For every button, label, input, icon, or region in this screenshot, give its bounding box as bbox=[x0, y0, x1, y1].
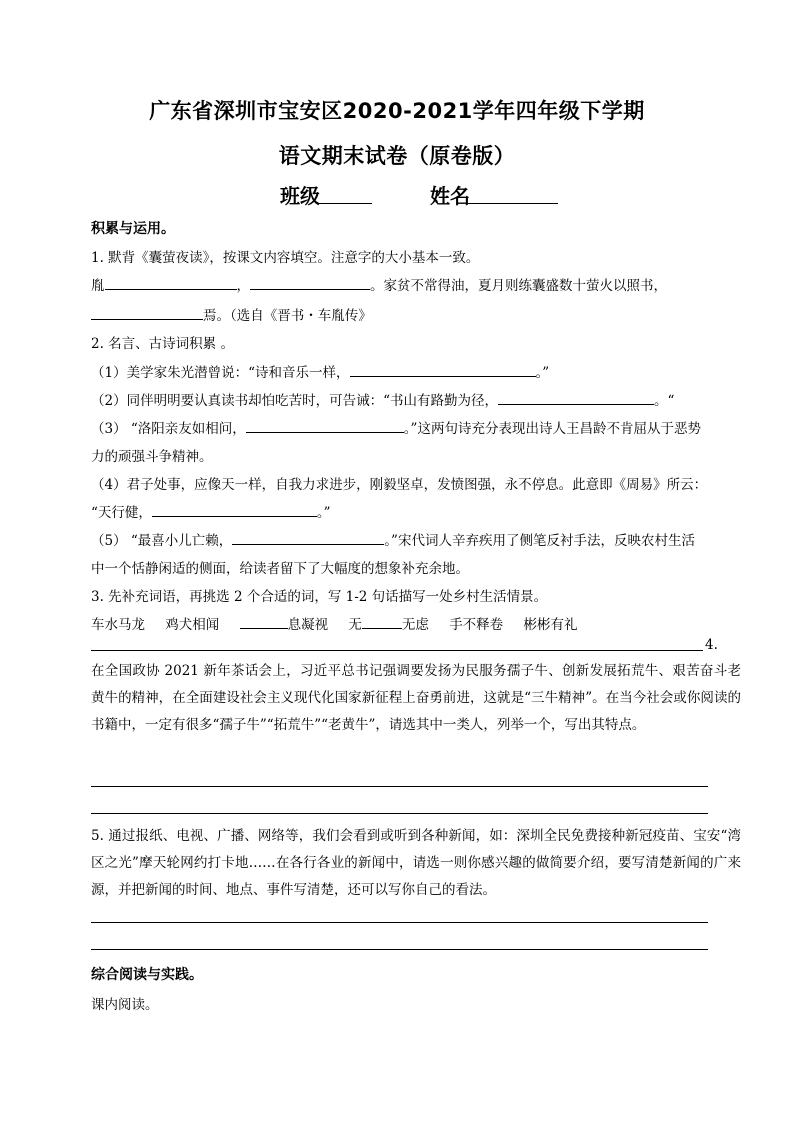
q1-blank-3[interactable] bbox=[91, 305, 203, 320]
q2-item5 bbox=[91, 529, 695, 549]
q4-answer-line-1[interactable] bbox=[91, 786, 708, 787]
q3-word-2: 鸡犬相闻 bbox=[165, 617, 220, 633]
q2-item5-pre: （5） “最喜小儿亡赖， bbox=[91, 533, 233, 549]
class-blank[interactable] bbox=[318, 203, 372, 204]
q4-text: 在全国政协 2021 新年茶话会上，习近平总书记强调要发扬为民服务孺子牛、创新发展拓荒牛、艰苦奋斗老黄牛的精神，在全面建设社会主义现代化国家新征程上奋勇前进，这就是“三牛精神”。在当今社会或你阅读的书籍中，一定有很多“孺子牛”“拓荒牛”“老黄牛”，请选其中一类人，列举一个，写出其特点。 bbox=[91, 663, 741, 733]
q2-prompt: 2. 名言、古诗词积累 。 bbox=[91, 336, 234, 352]
q2-item3 bbox=[91, 417, 701, 437]
q3-blank-1[interactable] bbox=[240, 614, 288, 629]
reading-subheading: 课内阅读。 bbox=[91, 997, 159, 1013]
q2-item4-pre: “天行健， bbox=[91, 505, 152, 521]
q1-blank-1[interactable] bbox=[105, 275, 237, 290]
q3-word-1: 车水马龙 bbox=[91, 617, 145, 633]
q1-line1 bbox=[91, 274, 667, 294]
q2-item5-cont: 中一个恬静闲适的侧面，给读者留下了大幅度的想象补充余地。 bbox=[91, 561, 469, 577]
q2-item1-pre: （1）美学家朱光潜曾说：“诗和音乐一样， bbox=[91, 365, 350, 381]
q1-prompt: 1. 默背《囊萤夜读》，按课文内容填空。注意字的大小基本一致。 bbox=[91, 250, 480, 266]
q2-item3-pre: （3） “洛阳亲友如相问， bbox=[91, 421, 246, 437]
q5-text: 5. 通过报纸、电视、广播、网络等，我们会看到或听到各种新闻，如：深圳全民免费接种新冠疫苗、宝安“湾区之光”摩天轮网约打卡地……在各行各业的新闻中，请选一则你感兴趣的做简要介绍，要写清楚新闻的广来源，并把新闻的时间、地点、事件写清楚，还可以写你自己的看法。 bbox=[91, 828, 741, 898]
q2-item3-cont: 力的顽强斗争精神。 bbox=[91, 449, 213, 465]
q1-line2-tail: 焉。（选自《晋书・车胤传》 bbox=[203, 308, 372, 324]
q2-item2 bbox=[91, 389, 674, 409]
q2-blank-3[interactable] bbox=[246, 418, 404, 433]
q2-blank-4[interactable] bbox=[152, 502, 317, 517]
q2-blank-2[interactable] bbox=[498, 390, 654, 405]
q2-item1-post: 。” bbox=[535, 365, 550, 381]
q3-answer-line[interactable] bbox=[91, 650, 703, 651]
exam-title: 广东省深圳市宝安区2020-2021学年四年级下学期 bbox=[149, 99, 645, 123]
q1-line2 bbox=[91, 304, 372, 324]
q2-item4-line1: （4）君子处事，应像天一样，自我力求进步，刚毅坚卓，发愤图强，永不停息。此意即《周易》所云： bbox=[91, 477, 708, 493]
student-info bbox=[0, 180, 794, 210]
exam-subtitle: 语文期末试卷（原卷版） bbox=[278, 144, 516, 168]
q2-item5-post: 。”宋代词人辛弃疾用了侧笔反衬手法，反映农村生活 bbox=[384, 533, 695, 549]
q1-line1-tail: 。家贫不常得油，夏月则练囊盛数十萤火以照书， bbox=[370, 278, 667, 294]
q1-blank-2[interactable] bbox=[250, 275, 370, 290]
section-heading-reading: 综合阅读与实践。 bbox=[91, 967, 203, 983]
q2-blank-1[interactable] bbox=[350, 362, 536, 377]
q3-word-4: 无 无虑 bbox=[348, 617, 429, 633]
q5-answer-line-1[interactable] bbox=[91, 922, 708, 923]
q2-blank-5[interactable] bbox=[232, 530, 384, 545]
q2-item1 bbox=[91, 361, 549, 381]
q3-word-3: 息凝视 bbox=[240, 617, 329, 633]
q3-word-6: 彬彬有礼 bbox=[523, 617, 578, 633]
class-label: 班级 bbox=[280, 184, 320, 208]
q3-word-list bbox=[91, 613, 593, 633]
q5-answer-line-2[interactable] bbox=[91, 949, 708, 950]
name-blank[interactable] bbox=[468, 203, 558, 204]
q1-line1-start: 胤 bbox=[91, 278, 105, 294]
q2-item2-pre: （2）同伴明明要认真读书却怕吃苦时，可告诫：“书山有路勤为径， bbox=[91, 393, 498, 409]
q2-item4-line2 bbox=[91, 501, 331, 521]
q2-item3-post: 。”这两句诗充分表现出诗人王昌龄不肯屈从于恶势 bbox=[403, 421, 701, 437]
q3-blank-2[interactable] bbox=[362, 614, 402, 629]
q3-word-5: 手不释卷 bbox=[449, 617, 504, 633]
q3-prompt: 3. 先补充词语，再挑选 2 个合适的词，写 1-2 句话描写一处乡村生活情景。 bbox=[91, 589, 548, 605]
q2-item2-post: 。“ bbox=[654, 393, 675, 409]
q4-number: 4. bbox=[705, 637, 718, 653]
name-label: 姓名 bbox=[430, 184, 470, 208]
q1-line1-comma: ， bbox=[236, 278, 250, 294]
q4-answer-line-2[interactable] bbox=[91, 813, 708, 814]
section-heading-accumulation: 积累与运用。 bbox=[91, 221, 175, 237]
q2-item4-post: 。” bbox=[316, 505, 331, 521]
